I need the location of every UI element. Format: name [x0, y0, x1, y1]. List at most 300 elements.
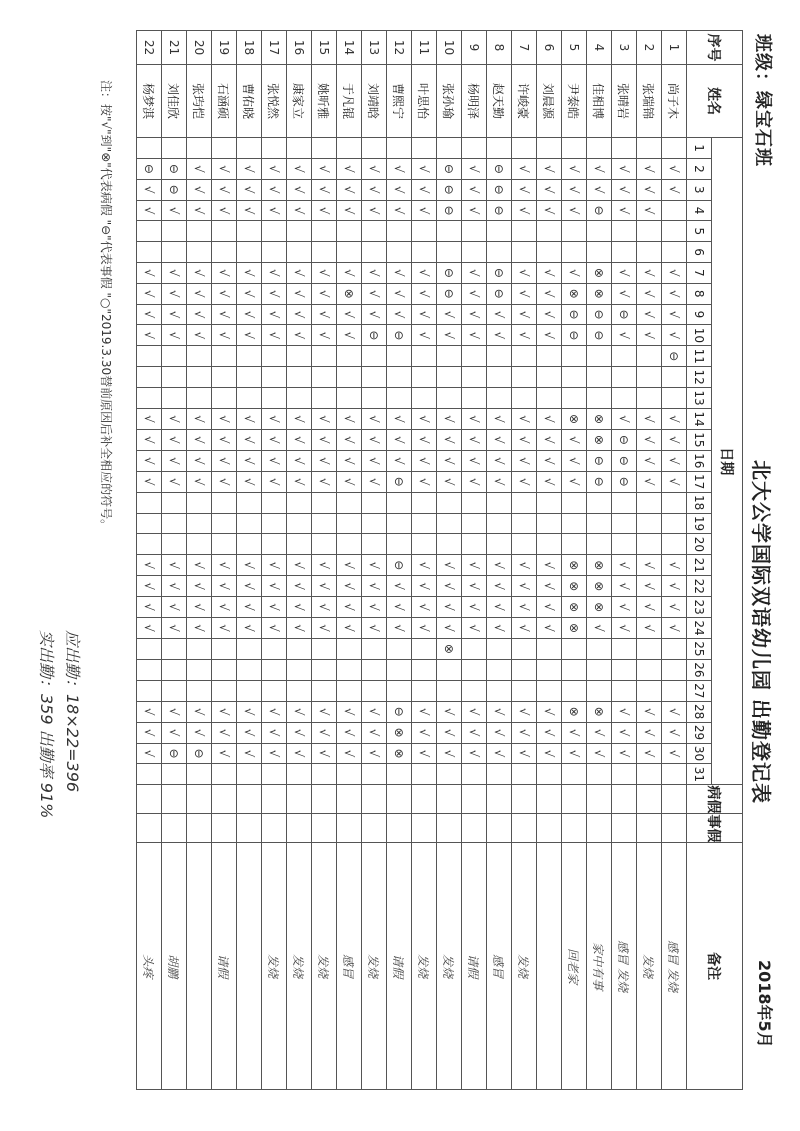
- student-name: 杨梦淇: [137, 64, 162, 137]
- attendance-cell: √: [137, 409, 162, 430]
- note-cell: 感冒: [337, 843, 362, 1090]
- personal-cell: [562, 814, 587, 843]
- attendance-cell: [637, 492, 662, 513]
- attendance-cell: [462, 659, 487, 680]
- attendance-cell: [287, 680, 312, 701]
- header-row-top: [712, 31, 743, 1090]
- attendance-cell: [537, 367, 562, 388]
- attendance-cell: [412, 638, 437, 659]
- date-group-header: 日期: [712, 138, 743, 785]
- attendance-cell: [537, 221, 562, 242]
- attendance-cell: √: [612, 200, 637, 221]
- attendance-cell: √: [287, 262, 312, 283]
- attendance-cell: [537, 138, 562, 159]
- attendance-table: [136, 30, 743, 1090]
- attendance-cell: √: [237, 743, 262, 764]
- attendance-cell: √: [287, 450, 312, 471]
- attendance-cell: √: [462, 471, 487, 492]
- attendance-cell: √: [337, 325, 362, 346]
- attendance-cell: [362, 764, 387, 785]
- attendance-cell: √: [462, 304, 487, 325]
- attendance-cell: √: [512, 179, 537, 200]
- attendance-cell: [287, 242, 312, 263]
- attendance-cell: √: [162, 618, 187, 639]
- attendance-cell: [437, 346, 462, 367]
- attendance-cell: √: [187, 200, 212, 221]
- attendance-cell: ⊖: [562, 304, 587, 325]
- attendance-cell: √: [512, 262, 537, 283]
- personal-cell: [662, 814, 687, 843]
- attendance-cell: [187, 680, 212, 701]
- attendance-cell: √: [562, 158, 587, 179]
- attendance-cell: [662, 242, 687, 263]
- attendance-cell: √: [537, 597, 562, 618]
- attendance-cell: [437, 513, 462, 534]
- attendance-cell: [212, 764, 237, 785]
- attendance-cell: √: [187, 158, 212, 179]
- attendance-cell: √: [537, 722, 562, 743]
- attendance-cell: [637, 221, 662, 242]
- attendance-cell: [462, 242, 487, 263]
- day-header: 14: [687, 409, 712, 430]
- attendance-cell: √: [237, 429, 262, 450]
- attendance-cell: √: [237, 179, 262, 200]
- attendance-cell: √: [437, 576, 462, 597]
- attendance-cell: [162, 346, 187, 367]
- attendance-cell: √: [487, 618, 512, 639]
- attendance-cell: [312, 680, 337, 701]
- student-number: 3: [612, 31, 637, 65]
- attendance-cell: √: [587, 158, 612, 179]
- note-cell: 请假: [462, 843, 487, 1090]
- attendance-cell: √: [262, 722, 287, 743]
- attendance-cell: √: [412, 158, 437, 179]
- attendance-cell: [662, 200, 687, 221]
- attendance-cell: √: [162, 200, 187, 221]
- day-header: 24: [687, 618, 712, 639]
- attendance-cell: √: [412, 450, 437, 471]
- attendance-cell: √: [512, 325, 537, 346]
- attendance-cell: [287, 221, 312, 242]
- personal-cell: [537, 814, 562, 843]
- attendance-cell: √: [662, 429, 687, 450]
- attendance-cell: √: [662, 576, 687, 597]
- attendance-cell: [312, 513, 337, 534]
- attendance-cell: [637, 346, 662, 367]
- attendance-cell: [237, 534, 262, 555]
- attendance-cell: √: [337, 576, 362, 597]
- attendance-cell: [512, 764, 537, 785]
- table-row: [537, 31, 562, 1090]
- sick-cell: [537, 785, 562, 814]
- day-header: 1: [687, 138, 712, 159]
- attendance-cell: √: [187, 283, 212, 304]
- attendance-cell: [662, 638, 687, 659]
- name-header: 姓名: [687, 64, 743, 137]
- table-row: [287, 31, 312, 1090]
- attendance-cell: √: [512, 618, 537, 639]
- attendance-cell: √: [637, 325, 662, 346]
- attendance-cell: √: [137, 701, 162, 722]
- attendance-cell: √: [262, 409, 287, 430]
- attendance-cell: √: [262, 429, 287, 450]
- attendance-cell: ⊗: [587, 597, 612, 618]
- attendance-cell: [212, 680, 237, 701]
- attendance-cell: [487, 367, 512, 388]
- attendance-cell: √: [337, 471, 362, 492]
- student-name: 尚子木: [662, 64, 687, 137]
- attendance-cell: √: [237, 283, 262, 304]
- attendance-cell: ⊗: [562, 618, 587, 639]
- attendance-cell: √: [462, 576, 487, 597]
- attendance-cell: √: [187, 576, 212, 597]
- attendance-cell: [237, 680, 262, 701]
- attendance-cell: √: [362, 471, 387, 492]
- attendance-cell: [387, 513, 412, 534]
- attendance-cell: [337, 638, 362, 659]
- attendance-cell: √: [662, 283, 687, 304]
- attendance-cell: [462, 513, 487, 534]
- attendance-cell: √: [512, 200, 537, 221]
- table-row: [137, 31, 162, 1090]
- attendance-cell: [337, 346, 362, 367]
- day-header: 22: [687, 576, 712, 597]
- attendance-cell: [437, 138, 462, 159]
- attendance-cell: ⊖: [587, 304, 612, 325]
- attendance-cell: [562, 221, 587, 242]
- attendance-cell: √: [637, 283, 662, 304]
- attendance-cell: √: [512, 555, 537, 576]
- attendance-cell: ⊗: [562, 576, 587, 597]
- attendance-cell: [612, 242, 637, 263]
- attendance-cell: √: [312, 200, 337, 221]
- note-cell: [237, 843, 262, 1090]
- attendance-cell: [487, 492, 512, 513]
- attendance-cell: [337, 659, 362, 680]
- student-name: 赵天勤: [487, 64, 512, 137]
- attendance-cell: [612, 764, 637, 785]
- sick-cell: [637, 785, 662, 814]
- attendance-cell: [412, 138, 437, 159]
- attendance-cell: √: [137, 262, 162, 283]
- attendance-cell: ⊖: [437, 283, 462, 304]
- attendance-cell: √: [362, 555, 387, 576]
- attendance-cell: √: [637, 555, 662, 576]
- attendance-cell: [512, 242, 537, 263]
- attendance-cell: √: [387, 158, 412, 179]
- attendance-cell: √: [637, 618, 662, 639]
- attendance-cell: √: [237, 325, 262, 346]
- attendance-cell: √: [612, 618, 637, 639]
- attendance-cell: √: [437, 597, 462, 618]
- attendance-cell: [612, 346, 637, 367]
- attendance-cell: [387, 534, 412, 555]
- attendance-cell: [337, 367, 362, 388]
- table-row: [362, 31, 387, 1090]
- attendance-cell: √: [187, 471, 212, 492]
- attendance-cell: [587, 367, 612, 388]
- attendance-cell: √: [362, 597, 387, 618]
- attendance-cell: ⊖: [387, 325, 412, 346]
- note-cell: 头疼: [137, 843, 162, 1090]
- attendance-cell: ⊗: [337, 283, 362, 304]
- sick-cell: [587, 785, 612, 814]
- attendance-cell: √: [562, 200, 587, 221]
- attendance-cell: [487, 513, 512, 534]
- attendance-cell: √: [662, 701, 687, 722]
- attendance-cell: √: [287, 158, 312, 179]
- attendance-cell: [212, 221, 237, 242]
- attendance-cell: √: [412, 325, 437, 346]
- attendance-cell: [362, 138, 387, 159]
- attendance-cell: [587, 513, 612, 534]
- note-cell: [187, 843, 212, 1090]
- attendance-cell: ⊖: [587, 325, 612, 346]
- student-number: 14: [337, 31, 362, 65]
- attendance-cell: √: [262, 701, 287, 722]
- day-header: 27: [687, 680, 712, 701]
- attendance-cell: √: [387, 200, 412, 221]
- attendance-cell: √: [537, 429, 562, 450]
- attendance-cell: [537, 513, 562, 534]
- attendance-cell: [387, 221, 412, 242]
- attendance-cell: √: [537, 283, 562, 304]
- student-number: 17: [262, 31, 287, 65]
- attendance-cell: ⊖: [587, 450, 612, 471]
- attendance-cell: √: [162, 409, 187, 430]
- attendance-cell: [187, 221, 212, 242]
- sick-cell: [462, 785, 487, 814]
- attendance-cell: [412, 534, 437, 555]
- attendance-cell: [562, 638, 587, 659]
- table-row: [212, 31, 237, 1090]
- attendance-cell: ⊖: [387, 701, 412, 722]
- attendance-cell: [487, 659, 512, 680]
- attendance-cell: [262, 534, 287, 555]
- attendance-cell: √: [137, 471, 162, 492]
- attendance-cell: [237, 138, 262, 159]
- personal-cell: [412, 814, 437, 843]
- attendance-cell: √: [662, 722, 687, 743]
- attendance-cell: √: [237, 597, 262, 618]
- attendance-cell: ⊖: [437, 200, 462, 221]
- attendance-cell: [337, 221, 362, 242]
- attendance-cell: [212, 492, 237, 513]
- attendance-cell: [137, 764, 162, 785]
- student-name: 刘佳欣: [162, 64, 187, 137]
- attendance-cell: ⊖: [612, 304, 637, 325]
- attendance-cell: [512, 513, 537, 534]
- attendance-cell: [462, 221, 487, 242]
- day-header: 7: [687, 262, 712, 283]
- attendance-cell: [287, 513, 312, 534]
- attendance-cell: √: [312, 618, 337, 639]
- attendance-cell: [212, 638, 237, 659]
- day-header: 17: [687, 471, 712, 492]
- attendance-cell: √: [462, 262, 487, 283]
- attendance-cell: √: [137, 555, 162, 576]
- attendance-cell: √: [187, 555, 212, 576]
- attendance-cell: √: [362, 283, 387, 304]
- attendance-cell: √: [437, 471, 462, 492]
- attendance-cell: [237, 492, 262, 513]
- attendance-cell: ⊖: [612, 450, 637, 471]
- note-cell: 家中有事: [587, 843, 612, 1090]
- attendance-cell: [612, 138, 637, 159]
- attendance-cell: [662, 659, 687, 680]
- attendance-cell: √: [387, 576, 412, 597]
- attendance-cell: ⊖: [612, 471, 637, 492]
- attendance-cell: √: [287, 471, 312, 492]
- attendance-cell: [637, 680, 662, 701]
- attendance-cell: [187, 764, 212, 785]
- day-header: 26: [687, 659, 712, 680]
- attendance-cell: [387, 138, 412, 159]
- attendance-cell: √: [212, 429, 237, 450]
- attendance-cell: √: [487, 450, 512, 471]
- attendance-cell: [162, 367, 187, 388]
- attendance-cell: √: [137, 743, 162, 764]
- attendance-cell: √: [362, 304, 387, 325]
- sick-cell: [412, 785, 437, 814]
- attendance-cell: [312, 221, 337, 242]
- attendance-cell: √: [387, 450, 412, 471]
- attendance-cell: [637, 638, 662, 659]
- table-row: [412, 31, 437, 1090]
- attendance-cell: √: [387, 262, 412, 283]
- student-number: 20: [187, 31, 212, 65]
- attendance-cell: √: [212, 304, 237, 325]
- day-header: 25: [687, 638, 712, 659]
- attendance-cell: √: [362, 701, 387, 722]
- attendance-cell: √: [212, 471, 237, 492]
- attendance-cell: √: [437, 409, 462, 430]
- attendance-cell: [137, 492, 162, 513]
- attendance-cell: √: [187, 304, 212, 325]
- attendance-cell: [512, 534, 537, 555]
- table-row: [337, 31, 362, 1090]
- attendance-cell: √: [287, 179, 312, 200]
- sick-cell: [337, 785, 362, 814]
- attendance-cell: √: [537, 325, 562, 346]
- attendance-cell: [462, 492, 487, 513]
- attendance-cell: √: [337, 158, 362, 179]
- attendance-cell: √: [137, 597, 162, 618]
- attendance-cell: √: [637, 409, 662, 430]
- attendance-cell: √: [212, 158, 237, 179]
- attendance-cell: [362, 638, 387, 659]
- attendance-cell: √: [137, 304, 162, 325]
- attendance-cell: ⊗: [562, 701, 587, 722]
- attendance-cell: √: [662, 555, 687, 576]
- attendance-cell: [612, 492, 637, 513]
- attendance-cell: √: [262, 158, 287, 179]
- attendance-cell: √: [187, 597, 212, 618]
- attendance-cell: √: [462, 409, 487, 430]
- attendance-cell: √: [187, 409, 212, 430]
- attendance-cell: √: [312, 555, 337, 576]
- attendance-cell: [637, 513, 662, 534]
- day-header: 11: [687, 346, 712, 367]
- attendance-cell: [262, 346, 287, 367]
- sick-cell: [562, 785, 587, 814]
- attendance-cell: √: [437, 304, 462, 325]
- student-name: 康家立: [287, 64, 312, 137]
- attendance-cell: √: [637, 576, 662, 597]
- attendance-cell: √: [312, 304, 337, 325]
- attendance-cell: √: [312, 429, 337, 450]
- attendance-cell: √: [562, 429, 587, 450]
- attendance-cell: √: [437, 325, 462, 346]
- attendance-cell: [312, 367, 337, 388]
- attendance-cell: ⊖: [612, 429, 637, 450]
- attendance-cell: [587, 680, 612, 701]
- attendance-cell: [612, 388, 637, 409]
- sick-cell: [137, 785, 162, 814]
- attendance-cell: √: [212, 576, 237, 597]
- sick-cell: [512, 785, 537, 814]
- attendance-cell: [187, 346, 212, 367]
- attendance-cell: ⊖: [662, 346, 687, 367]
- attendance-cell: √: [387, 304, 412, 325]
- attendance-cell: [387, 680, 412, 701]
- attendance-cell: √: [612, 179, 637, 200]
- attendance-cell: √: [162, 471, 187, 492]
- attendance-cell: √: [512, 471, 537, 492]
- attendance-cell: [137, 138, 162, 159]
- attendance-cell: [587, 346, 612, 367]
- note-cell: 请假: [387, 843, 412, 1090]
- attendance-cell: [412, 388, 437, 409]
- attendance-cell: √: [637, 158, 662, 179]
- attendance-cell: [362, 242, 387, 263]
- attendance-cell: √: [362, 722, 387, 743]
- attendance-cell: √: [412, 200, 437, 221]
- attendance-cell: √: [212, 283, 237, 304]
- attendance-cell: √: [512, 409, 537, 430]
- attendance-cell: [637, 367, 662, 388]
- attendance-cell: √: [587, 618, 612, 639]
- attendance-cell: [537, 764, 562, 785]
- student-number: 21: [162, 31, 187, 65]
- attendance-cell: [612, 638, 637, 659]
- attendance-cell: [137, 680, 162, 701]
- attendance-cell: √: [312, 179, 337, 200]
- personal-cell: [637, 814, 662, 843]
- attendance-cell: ⊖: [487, 262, 512, 283]
- attendance-cell: √: [637, 304, 662, 325]
- student-number: 10: [437, 31, 462, 65]
- attendance-cell: [387, 638, 412, 659]
- attendance-cell: [387, 367, 412, 388]
- attendance-cell: [137, 388, 162, 409]
- sick-cell: [662, 785, 687, 814]
- attendance-cell: [512, 659, 537, 680]
- attendance-cell: [212, 346, 237, 367]
- note-cell: 感冒 发烧: [662, 843, 687, 1090]
- day-header: 21: [687, 555, 712, 576]
- attendance-cell: [137, 221, 162, 242]
- attendance-cell: √: [487, 409, 512, 430]
- student-name: 佳相博: [587, 64, 612, 137]
- attendance-cell: [337, 764, 362, 785]
- attendance-cell: [287, 534, 312, 555]
- attendance-cell: √: [412, 179, 437, 200]
- attendance-cell: √: [137, 722, 162, 743]
- attendance-cell: ⊖: [587, 471, 612, 492]
- attendance-cell: √: [312, 722, 337, 743]
- student-name: 曹佑晓: [237, 64, 262, 137]
